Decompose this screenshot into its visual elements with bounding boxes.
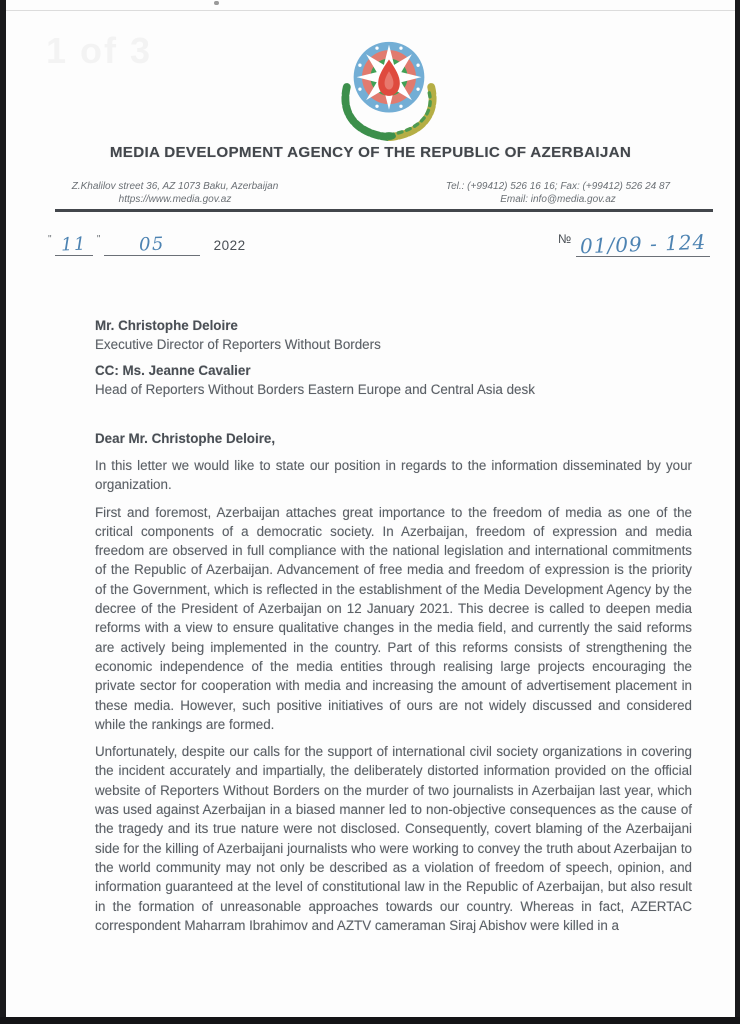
- handwritten-day: 11: [60, 233, 88, 256]
- email-line: Email: info@media.gov.az: [500, 194, 616, 205]
- address-line: Z.Khalilov street 36, AZ 1073 Baku, Azerbaijan: [71, 181, 279, 192]
- cc-name: CC: Ms. Jeanne Cavalier: [95, 363, 251, 378]
- cc-block: [95, 361, 535, 399]
- salutation: Dear Mr. Christophe Deloire,: [95, 431, 276, 446]
- numero-sign: №: [558, 232, 572, 246]
- page-indicator: 1 of 3: [46, 30, 153, 71]
- paragraph-3: Unfortunately, despite our calls for the support of international civil society organizations in covering the incident accurately and impartially, the deliberately distorted information provided on the official website of Reporters Without Borders on the murder of two journalists in Azerbaijan last year, which was used against Azerbaijan in a biased manner led to non-objective consequences as the cause of the tragedy and its true nature were not disclosed. Consequently, covert blaming of the Azerbaijani side for the killing of Azerbaijani journalists who were working to convey the truth about Azerbaijan to the world community may not only be described as a violation of freedom of speech, opinion, and information guaranteed at the level of constitutional law in the Republic of Azerbaijan, but also result in the formation of unreasonable approaches towards our country. Whereas in fact, AZERTAC correspondent Maharram Ibrahimov and AZTV cameraman Siraj Abishov were killed in a: [95, 744, 692, 933]
- scan-artifact: [214, 1, 219, 5]
- handwritten-month: 05: [138, 233, 166, 256]
- scan-border-bottom: [0, 1017, 740, 1024]
- page-edge-line: [6, 10, 735, 11]
- phone-fax-line: Tel.: (+99412) 526 16 16; Fax: (+99412) 526 24 87: [445, 181, 671, 192]
- cc-title: Head of Reporters Without Borders Eastern Europe and Central Asia desk: [95, 382, 535, 397]
- reference-row: [0, 229, 740, 266]
- recipient-block: [95, 316, 381, 354]
- paragraph-2: First and foremost, Azerbaijan attaches great importance to the freedom of media as one of the critical components of a democratic society. In Azerbaijan, freedom of expression and media freedom are observed in full compliance with the national legislation and international commitments of the Republic of Azerbaijan. Advancement of free media and freedom of expression is the priority of the Government, which is reflected in the establishment of the Media Development Agency by the decree of the President of Azerbaijan on 12 January 2021. This decree is called to deepen media reforms with a view to ensure qualitative changes in the media field, and currently the said reforms are actively being implemented in the country. Part of this reforms consists of strengthening the economic independence of the media entities through realising large projects encouraging the private sector for cooperation with media and increasing the amount of advertisement placement in these media. However, such positive initiatives of ours are not widely discussed and considered while the rankings are formed.: [95, 504, 692, 732]
- recipient-name: Mr. Christophe Deloire: [95, 318, 238, 333]
- scan-border-right: [735, 0, 740, 1024]
- close-quote: ": [96, 234, 101, 245]
- day-underline: [55, 234, 93, 256]
- website-link: https://www.media.gov.az: [118, 194, 232, 205]
- letterhead-rule: [55, 209, 713, 212]
- open-quote: ": [48, 234, 52, 245]
- number-field: [558, 229, 710, 259]
- number-underline: [576, 229, 710, 259]
- date-field: [48, 234, 246, 256]
- printed-year: 2022: [213, 238, 246, 253]
- handwritten-number: 01/09 - 124: [579, 229, 707, 259]
- letter-body: [95, 456, 692, 943]
- letterhead-address: [50, 180, 300, 206]
- letterhead-contacts: [408, 180, 708, 206]
- recipient-title: Executive Director of Reporters Without Borders: [95, 337, 381, 352]
- paragraph-1: In this letter we would like to state our position in regards to the information disseminated by your organization.: [95, 458, 692, 493]
- month-underline: [104, 234, 200, 256]
- azerbaijan-emblem-icon: [330, 32, 448, 142]
- agency-name: MEDIA DEVELOPMENT AGENCY OF THE REPUBLIC OF AZERBAIJAN: [109, 144, 632, 161]
